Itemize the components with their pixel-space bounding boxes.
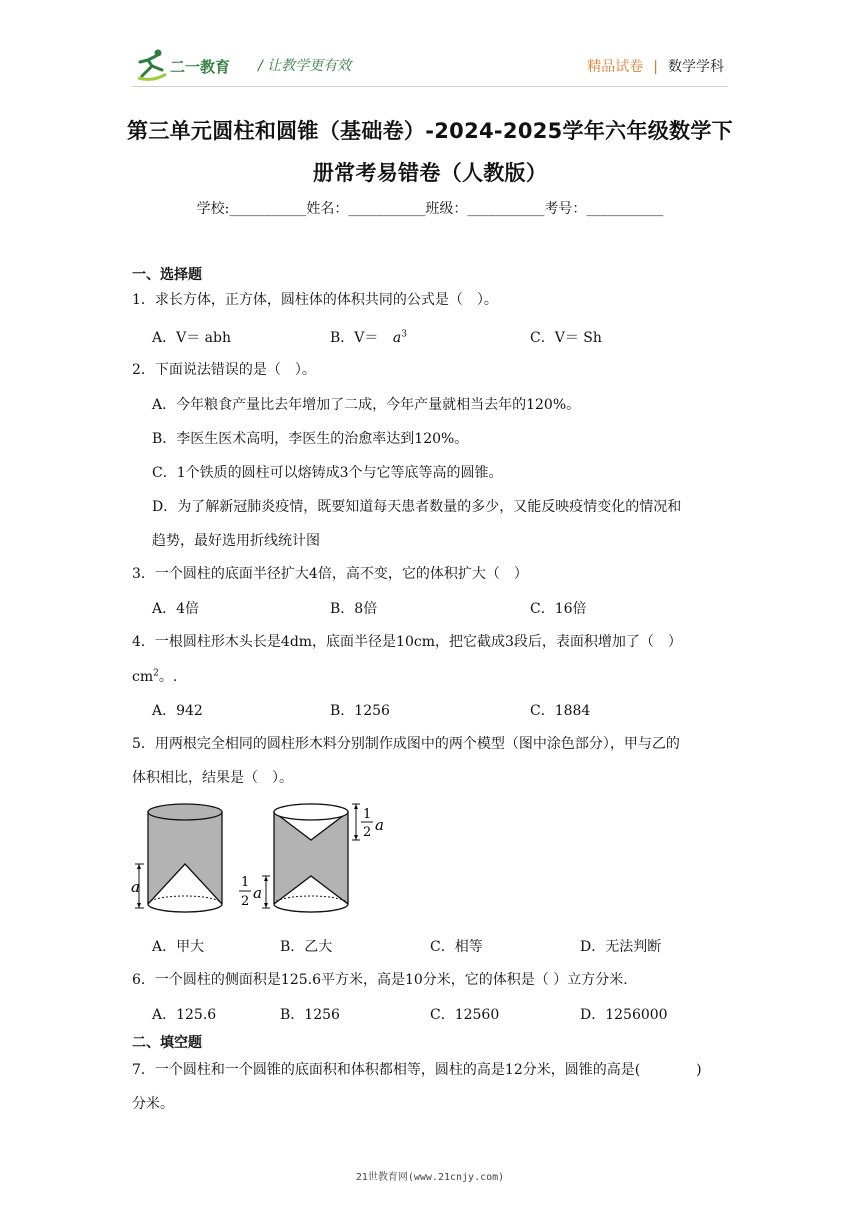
question-2-option-c: C．1个铁质的圆柱可以熔铸成3个与它等底等高的圆锥。 xyxy=(152,465,503,481)
question-6-option-d: D．1256000 xyxy=(580,1007,668,1023)
separator: | xyxy=(653,59,658,75)
question-5-option-d: D．无法判断 xyxy=(580,939,662,955)
option-b-var: a xyxy=(392,330,402,346)
question-5-option-b: B．乙大 xyxy=(280,939,333,955)
question-5-option-a: A．甲大 xyxy=(152,939,205,955)
cylinder-model-left xyxy=(131,804,222,912)
header-right xyxy=(587,56,724,76)
question-5-option-c: C．相等 xyxy=(430,939,483,955)
question-6-stem: 6．一个圆柱的侧面积是125.6平方米，高是10分米，它的体积是（ ）立方分米. xyxy=(132,972,628,988)
brand-name: 二一教育 xyxy=(170,58,231,76)
header-divider xyxy=(132,86,728,87)
cylinder-models-figure xyxy=(130,800,400,920)
question-4-option-a: A．942 xyxy=(152,703,203,719)
unit-exponent: 2 xyxy=(153,668,159,679)
question-4-stem-line-1: 4．一根圆柱形木头长是4dm，底面半径是10cm，把它截成3段后，表面积增加了（ ） xyxy=(132,634,682,650)
frac-top-numerator: 1 xyxy=(363,807,372,822)
question-5-stem-line-1: 5．用两根完全相同的圆柱形木料分别制作成图中的两个模型（图中涂色部分），甲与乙的 xyxy=(132,736,680,752)
unit-cm: cm xyxy=(132,669,154,685)
question-2-option-d-line-2: 趋势，最好选用折线统计图 xyxy=(152,533,320,549)
question-3-stem: 3．一个圆柱的底面半径扩大4倍，高不变，它的体积扩大（ ） xyxy=(132,566,528,582)
section-heading-fill: 二、填空题 xyxy=(132,1035,202,1051)
question-4-option-b: B．1256 xyxy=(330,703,390,719)
question-4-option-c: C．1884 xyxy=(530,703,591,719)
section-heading-choice: 一、选择题 xyxy=(132,267,202,283)
cylinder-model-right xyxy=(239,804,384,912)
student-info-line: 学校:___________姓名：___________班级：___________考号：___________ xyxy=(196,201,664,217)
question-6-option-b: B．1256 xyxy=(280,1007,340,1023)
page-title-line-1: 第三单元圆柱和圆锥（基础卷）-2024-2025学年六年级数学下 xyxy=(127,119,733,143)
question-1-option-a: A．V＝ abh xyxy=(152,330,231,346)
brand-logo xyxy=(136,48,248,82)
question-4-stem-line-2 xyxy=(132,666,177,686)
stem-tail: 。. xyxy=(158,669,178,685)
question-7-stem-line-2: 分米。 xyxy=(132,1096,174,1112)
question-3-option-b: B．8倍 xyxy=(330,601,378,617)
question-3-option-c: C．16倍 xyxy=(530,601,587,617)
question-1-stem: 1．求长方体，正方体，圆柱体的体积共同的公式是（ ）。 xyxy=(132,292,498,308)
tag-label: 精品试卷 xyxy=(587,59,644,75)
runner-icon xyxy=(136,48,248,82)
label-a-top: a xyxy=(375,816,384,834)
question-7-stem-line-1: 7．一个圆柱和一个圆锥的底面积和体积都相等，圆柱的高是12分米，圆锥的高是( ) xyxy=(132,1062,702,1078)
slogan: / 让教学更有效 xyxy=(258,58,352,74)
frac-bottom-numerator: 1 xyxy=(241,875,250,890)
question-2-stem: 2．下面说法错误的是（ ）。 xyxy=(132,362,316,378)
question-6-option-a: A．125.6 xyxy=(152,1007,217,1023)
option-b-exponent: 3 xyxy=(401,329,407,340)
label-a: a xyxy=(131,878,140,896)
option-b-label: B．V＝ xyxy=(330,330,379,346)
page-title-line-2: 册常考易错卷（人教版） xyxy=(312,161,548,185)
question-1-option-c: C．V＝ Sh xyxy=(530,330,602,346)
question-2-option-a: A．今年粮食产量比去年增加了二成，今年产量就相当去年的120%。 xyxy=(152,397,581,413)
question-3-option-a: A．4倍 xyxy=(152,601,200,617)
question-1-option-b xyxy=(330,327,407,347)
question-2-option-b: B．李医生医术高明，李医生的治愈率达到120%。 xyxy=(152,431,469,447)
label-a-bottom: a xyxy=(253,884,262,902)
page-footer: 21世教育网(www.21cnjy.com) xyxy=(355,1172,505,1183)
question-6-option-c: C．12560 xyxy=(430,1007,500,1023)
frac-top-denominator: 2 xyxy=(363,825,372,840)
frac-bottom-denominator: 2 xyxy=(241,894,250,909)
question-2-option-d-line-1: D．为了解新冠肺炎疫情，既要知道每天患者数量的多少，又能反映疫情变化的情况和 xyxy=(152,499,682,515)
subject-label: 数学学科 xyxy=(668,59,724,75)
question-5-stem-line-2: 体积相比，结果是（ ）。 xyxy=(132,770,293,786)
